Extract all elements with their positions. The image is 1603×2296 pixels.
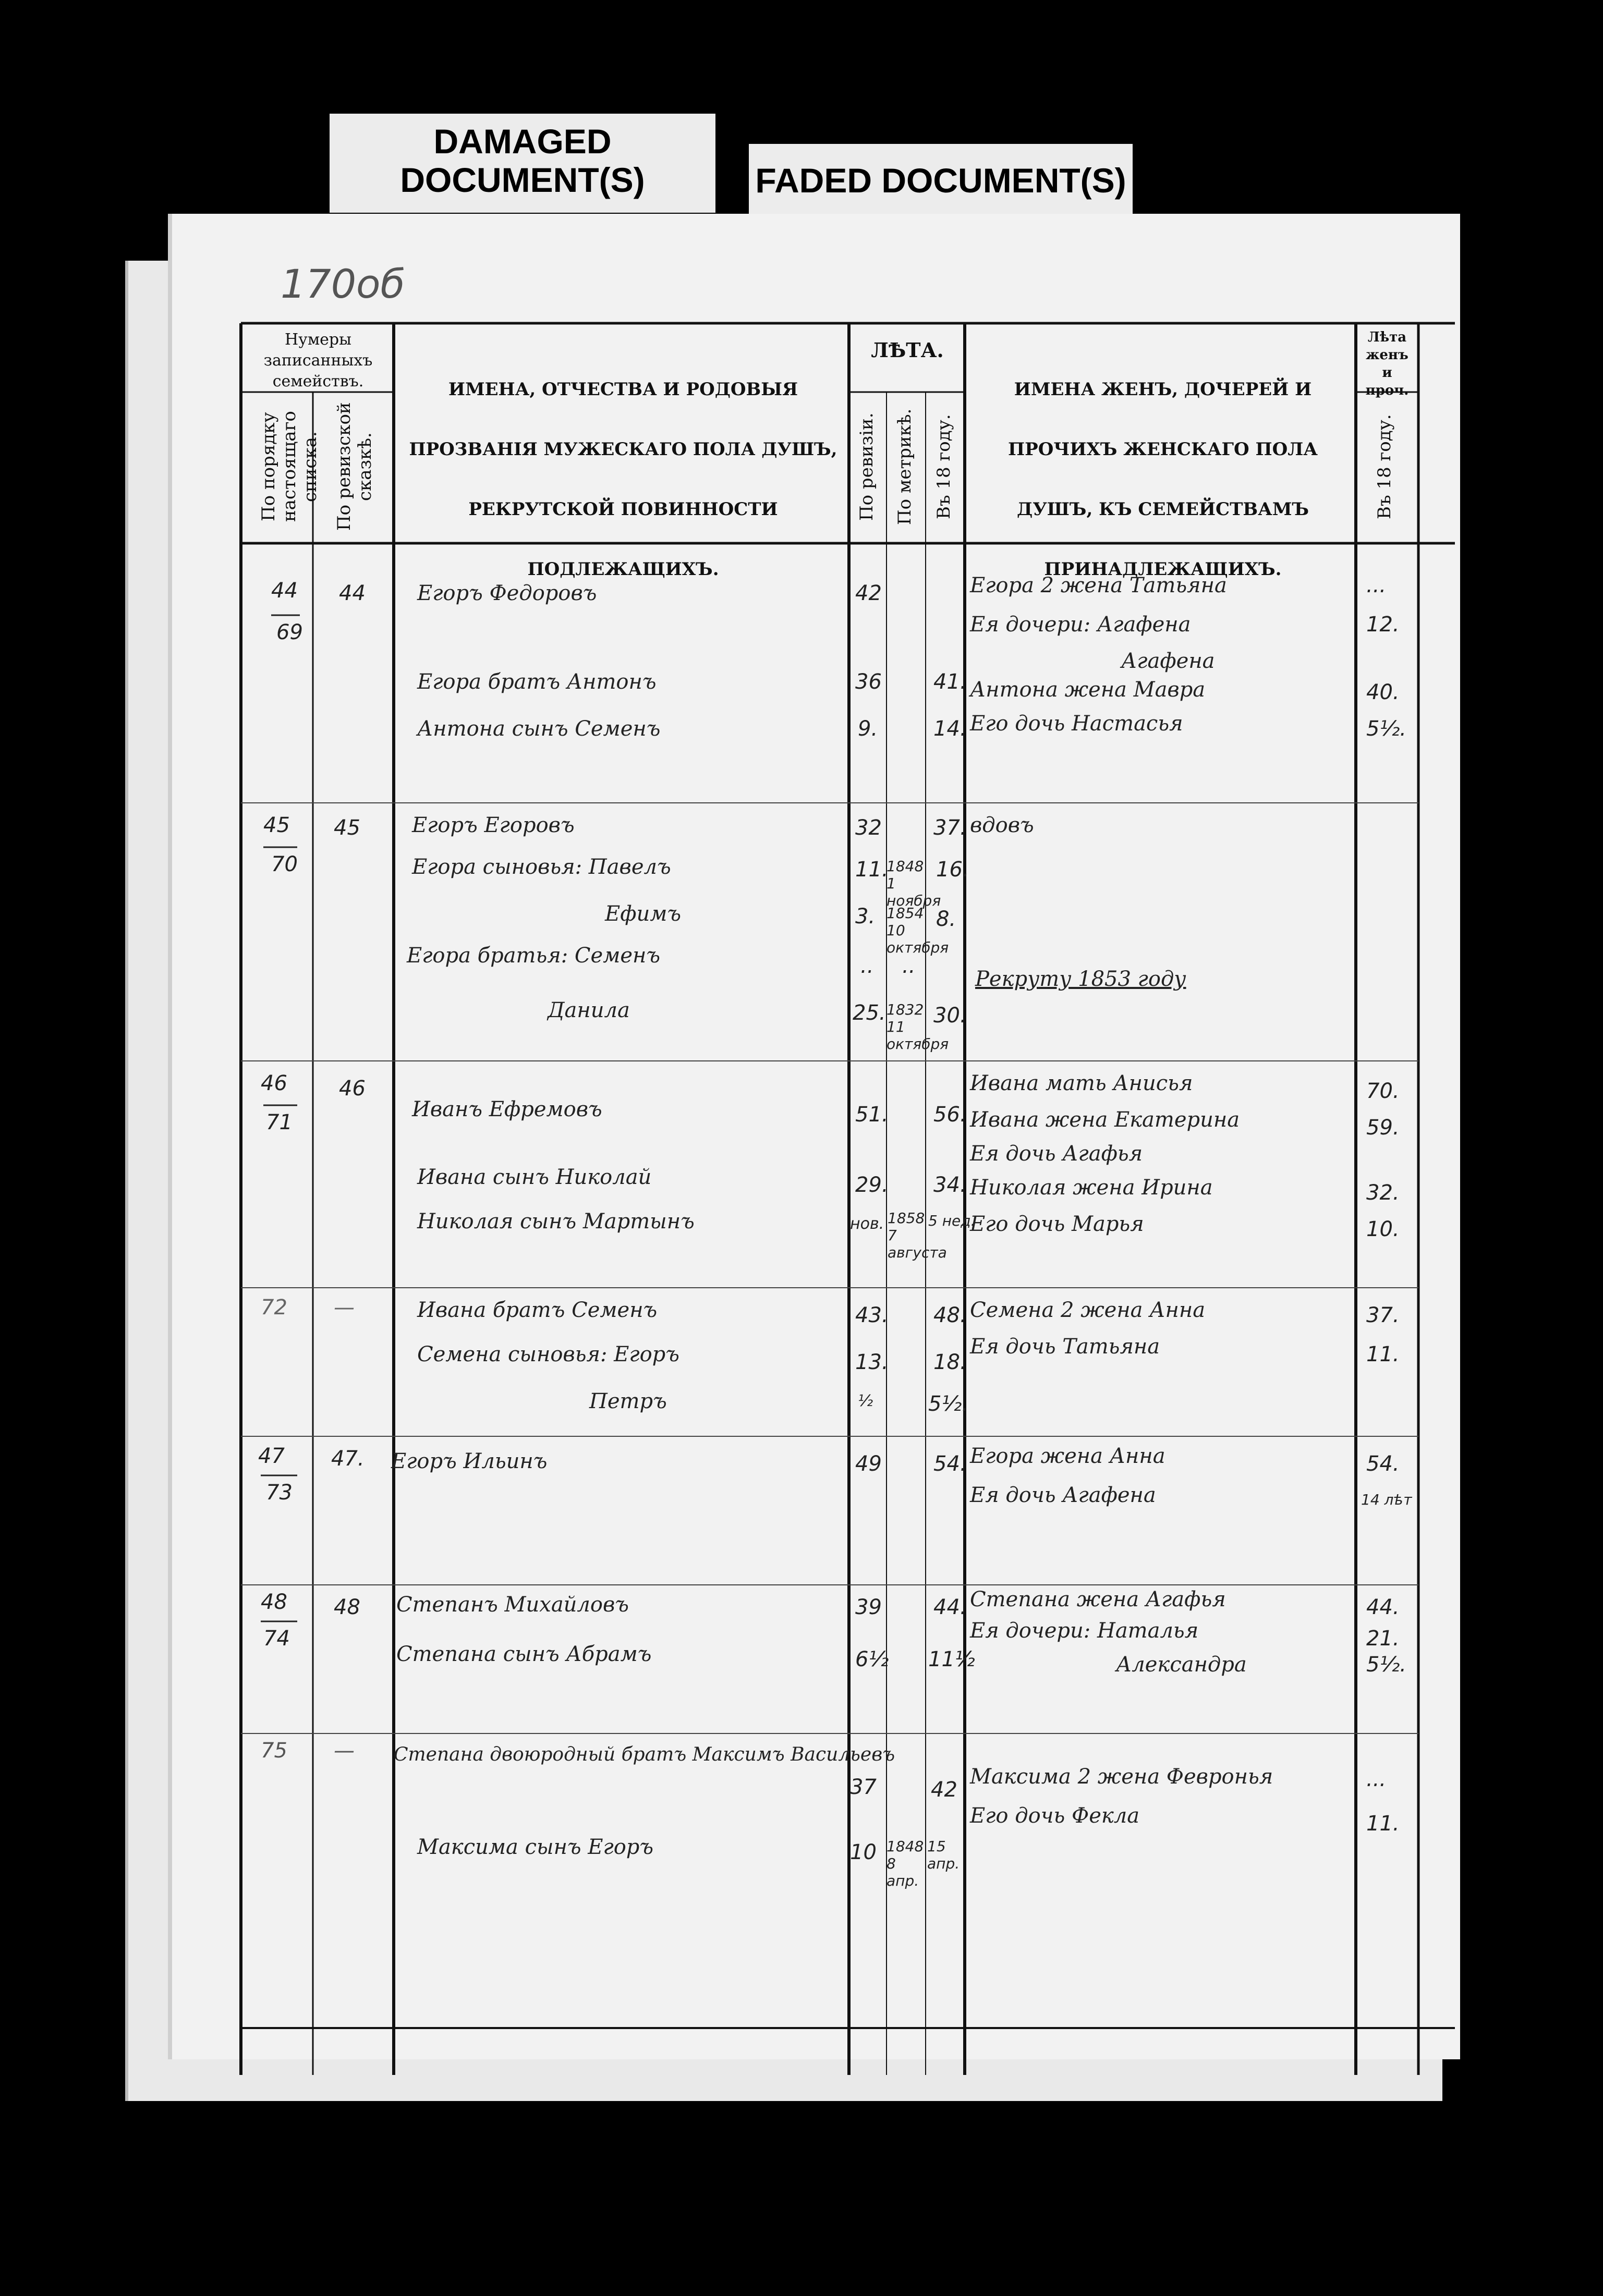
male-name: Иванъ Ефремовъ (412, 1097, 602, 1121)
age-in-18-year: 5½. (928, 1392, 968, 1416)
list-number: 72 (261, 1296, 287, 1320)
header-male-names: ИМЕНА, ОТЧЕСТВА И РОДОВЫЯ ПРОЗВАНІЯ МУЖЕСКАГО ПОЛА ДУШЪ, РЕКРУТСКОЙ ПОВИННОСТИ ПОДЛЕЖАЩИХЪ. (409, 379, 837, 580)
age-by-revision: 13. (855, 1350, 889, 1374)
female-name: Максима 2 жена Февронья (970, 1765, 1273, 1789)
age-by-metric: .. (902, 954, 916, 978)
header-female-years: Лѣта женъ и проч. (1365, 329, 1409, 398)
female-age: 37. (1366, 1303, 1400, 1327)
age-in-18-year: 37. (933, 816, 967, 840)
male-name: Семена сыновья: Егоръ (417, 1342, 679, 1366)
age-by-revision: 3. (855, 905, 876, 929)
female-name: Его дочь Настасья (970, 712, 1183, 736)
age-by-revision: 10 (850, 1840, 877, 1864)
folio-number: 170об (281, 261, 405, 307)
female-age: 32. (1366, 1181, 1400, 1205)
male-name: Ивана братъ Семенъ (417, 1298, 658, 1322)
revision-number: 48 (334, 1595, 360, 1619)
list-number: 44 (271, 579, 298, 603)
header-col-by-revision: По ревизіи. (856, 412, 877, 521)
age-in-18-year: 16. (936, 858, 969, 882)
female-age: 5½. (1366, 717, 1406, 741)
age-by-revision: 6½ (855, 1647, 889, 1671)
female-name: Ивана жена Екатерина (970, 1108, 1240, 1132)
header-female-names: ИМЕНА ЖЕНЪ, ДОЧЕРЕЙ И ПРОЧИХЪ ЖЕНСКАГО ПОЛА ДУШЪ, КЪ СЕМЕЙСТВАМЪ ПРИНАДЛЕЖАЩИХЪ. (1008, 379, 1318, 580)
female-name: Ея дочери: Агафена (970, 613, 1191, 637)
female-age: 14 лѣт (1361, 1491, 1412, 1508)
age-in-18-year: 11½ (928, 1647, 975, 1671)
age-by-revision: 29. (855, 1173, 889, 1197)
female-age: 59. (1366, 1116, 1400, 1140)
header-col-in-18-year: Въ 18 году. (933, 414, 954, 519)
header-col-by-metric: По метрикѣ. (894, 408, 915, 525)
female-age: 70. (1366, 1079, 1400, 1103)
list-number: 75 (261, 1739, 287, 1763)
age-by-revision: 49 (855, 1452, 882, 1476)
female-age: 11. (1366, 1342, 1400, 1366)
male-name: Ефимъ (605, 902, 682, 926)
header-years: ЛѢТА. (871, 338, 944, 362)
header-female-in-18: Въ 18 году. (1374, 414, 1395, 519)
male-name: Антона сынъ Семенъ (417, 717, 661, 741)
revision-number: 44 (339, 581, 366, 605)
header-col-current-list: По порядку настоящаго списка. (258, 411, 321, 522)
age-in-18-year: 54. (933, 1452, 967, 1476)
male-name: Егоръ Ильинъ (391, 1449, 548, 1473)
age-in-18-year: 48. (933, 1303, 967, 1327)
age-by-revision: 42 (855, 581, 882, 605)
age-in-18-year: 34. (933, 1173, 967, 1197)
female-age: ... (1366, 1767, 1387, 1791)
age-by-metric: 1832 11 октября (886, 1001, 949, 1053)
faded-document-label: FADED DOCUMENT(S) (749, 144, 1133, 217)
male-name: Егора братья: Семенъ (407, 944, 661, 968)
list-number: 47 (258, 1444, 285, 1468)
female-name: Ея дочери: Наталья (970, 1619, 1199, 1643)
age-by-revision: 36 (855, 670, 882, 694)
female-name: Егора 2 жена Татьяна (970, 573, 1227, 597)
age-by-metric: 1854 10 октября (886, 905, 949, 956)
female-age: 21. (1366, 1627, 1400, 1651)
female-name: Ивана мать Анисья (970, 1071, 1193, 1095)
male-name: Степана двоюродный братъ Максимъ Васильевъ (394, 1744, 895, 1765)
female-age: 5½. (1366, 1653, 1406, 1677)
age-in-18-year: 41. (933, 670, 967, 694)
list-number: 48 (261, 1590, 287, 1614)
male-name: Петръ (589, 1389, 667, 1413)
revision-number: 45 (334, 816, 360, 840)
female-name: Антона жена Мавра (970, 678, 1206, 702)
revision-number: 46 (339, 1077, 366, 1101)
revision-number: — (334, 1739, 355, 1763)
list-number-secondary: 70 (271, 852, 298, 876)
female-name: Егора жена Анна (970, 1444, 1165, 1468)
male-name: Егоръ Егоровъ (412, 813, 575, 837)
age-by-revision: 9. (858, 717, 878, 741)
age-in-18-year: 15 апр. (927, 1838, 960, 1872)
male-name: Степана сынъ Абрамъ (396, 1642, 652, 1666)
age-by-revision: 43. (855, 1303, 889, 1327)
female-name: Николая жена Ирина (970, 1176, 1213, 1200)
female-age: 54. (1366, 1452, 1400, 1476)
age-by-revision: 11. (855, 858, 889, 882)
list-number-secondary: 69 (276, 620, 303, 644)
age-in-18-year: 44. (933, 1595, 967, 1619)
age-by-revision: нов. (850, 1215, 884, 1233)
female-name: Ея дочь Агафья (970, 1142, 1143, 1166)
female-age: 12. (1366, 613, 1400, 637)
male-name: Николая сынъ Мартынъ (417, 1210, 695, 1234)
age-by-metric: 1848 8 апр. (886, 1838, 924, 1889)
female-name: Его дочь Марья (970, 1212, 1144, 1236)
female-age: 44. (1366, 1595, 1400, 1619)
revision-number: 47. (331, 1447, 365, 1471)
age-by-revision: 39 (855, 1595, 882, 1619)
age-in-18-year: 30. (933, 1004, 967, 1028)
age-by-revision: 51. (855, 1103, 889, 1127)
female-name: Александра (1116, 1653, 1247, 1677)
list-number-secondary: 73 (266, 1481, 293, 1505)
age-in-18-year: 18. (933, 1350, 967, 1374)
female-name: вдовъ (970, 813, 1034, 837)
female-name: Ея дочь Татьяна (970, 1335, 1160, 1359)
female-age: ... (1366, 573, 1387, 597)
female-age: 11. (1366, 1812, 1400, 1836)
male-name: Ивана сынъ Николай (417, 1165, 652, 1189)
age-by-revision: .. (860, 954, 874, 978)
age-in-18-year: 8. (936, 907, 956, 931)
male-name: Максима сынъ Егоръ (417, 1835, 654, 1859)
female-name: Его дочь Фекла (970, 1804, 1140, 1828)
age-in-18-year: 42 (931, 1778, 957, 1802)
female-age: 10. (1366, 1217, 1400, 1241)
female-name: Ея дочь Агафена (970, 1483, 1156, 1507)
age-in-18-year: 56. (933, 1103, 967, 1127)
male-name: Данила (548, 998, 630, 1022)
list-number: 46 (261, 1071, 287, 1095)
age-by-revision: 25. (853, 1001, 886, 1025)
damaged-document-label: DAMAGED DOCUMENT(S) (330, 114, 715, 213)
recruit-note: Рекруту 1853 году (975, 967, 1186, 991)
age-by-revision: 32 (855, 816, 882, 840)
age-by-revision: 37 (850, 1775, 877, 1799)
list-number-secondary: 71 (266, 1110, 293, 1134)
header-family-numbers: Нумеры записанныхъ семействъ. (263, 331, 373, 390)
header-col-revision: По ревизской сказкѣ. (334, 402, 375, 531)
age-by-revision: ½ (858, 1392, 873, 1410)
list-number: 45 (263, 813, 290, 837)
age-in-18-year: 5 нед. (928, 1212, 976, 1229)
female-name: Агафена (1121, 649, 1215, 673)
age-by-metric: 1848 1 ноября (886, 858, 941, 909)
age-in-18-year: 14. (933, 717, 967, 741)
female-age: 40. (1366, 680, 1400, 704)
revision-number: — (334, 1296, 355, 1320)
male-name: Егора братъ Антонъ (417, 670, 657, 694)
male-name: Степанъ Михайловъ (396, 1593, 629, 1617)
male-name: Егора сыновья: Павелъ (412, 855, 671, 879)
female-name: Степана жена Агафья (970, 1587, 1226, 1611)
female-name: Семена 2 жена Анна (970, 1298, 1206, 1322)
age-by-metric: 1858 7 августа (888, 1210, 947, 1261)
male-name: Егоръ Федоровъ (417, 581, 597, 605)
list-number-secondary: 74 (263, 1627, 290, 1651)
